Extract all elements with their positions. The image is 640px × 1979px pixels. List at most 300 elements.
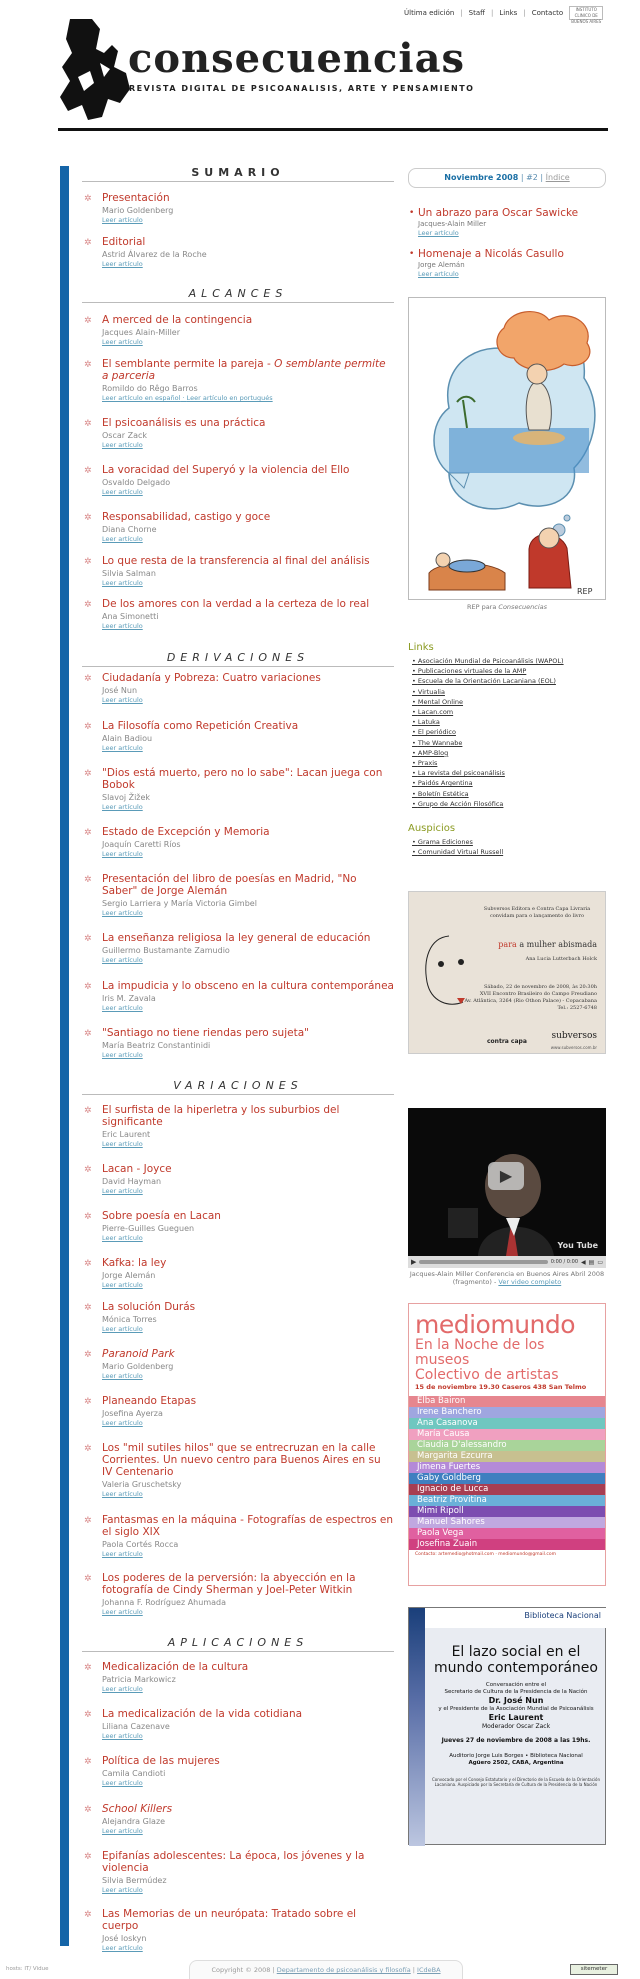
article-item [82, 1661, 394, 1694]
article-author: Josefina Ayerza [102, 1409, 163, 1418]
link-item[interactable]: • Escuela de la Orientación Lacaniana (EOL) [412, 676, 606, 686]
bullet-icon: • [409, 249, 415, 259]
featured-article [408, 248, 606, 278]
article-item [82, 1514, 394, 1559]
bullet-icon: • [409, 208, 415, 218]
bn-header [409, 1608, 607, 1628]
article-item [82, 1708, 394, 1741]
play-control-icon[interactable]: ▶ [411, 1258, 417, 1266]
article-title[interactable]: Lo que resta de la transferencia al final del análisis [102, 555, 370, 567]
artist-row: María Causa [409, 1429, 605, 1440]
bn-n2: Eric Laurent [488, 1713, 544, 1722]
article-author: Johanna F. Rodríguez Ahumada [102, 1598, 226, 1607]
artist-row: Ignacio de Lucca [409, 1484, 605, 1495]
article-author: Guillermo Bustamante Zamudio [102, 946, 230, 955]
flower-bullet-icon: ✲ [84, 982, 92, 992]
read-article-link[interactable]: Leer artículo [102, 744, 143, 752]
footer-icdeba-link[interactable]: ICdeBA [417, 1966, 441, 1974]
section-variaciones: VARIACIONES [82, 1079, 394, 1095]
auspicio-item[interactable]: • Comunidad Virtual Russell [412, 847, 606, 857]
flower-bullet-icon: ✲ [84, 1516, 92, 1526]
flower-bullet-icon: ✲ [84, 769, 92, 779]
mediomundo-line1: En la Noche de los museos [415, 1337, 545, 1368]
cartoon-image [408, 297, 606, 600]
article-item [82, 1803, 394, 1836]
book-ad-title-a: para [498, 940, 517, 949]
link-item[interactable]: • Praxis [412, 758, 606, 768]
flower-bullet-icon: ✲ [84, 1303, 92, 1313]
article-title[interactable]: "Dios está muerto, pero no lo sabe": Lacan juega con Bobok [102, 767, 383, 791]
article-author: Mónica Torres [102, 1315, 157, 1324]
article-item [82, 932, 394, 965]
book-ad-line1: Subversos Editora e Contra Capa Livraria [483, 906, 591, 912]
cartoon-caption-name: Consecuencias [498, 603, 548, 611]
contra-capa-logo: contra capa [487, 1038, 527, 1045]
read-article-link[interactable]: Leer artículo [102, 622, 143, 630]
artist-row: Elba Bairon [409, 1396, 605, 1407]
read-article-link[interactable]: Leer artículo [102, 1944, 143, 1952]
article-item [82, 358, 394, 403]
read-article-link[interactable]: Leer artículo [102, 579, 143, 587]
read-article-link[interactable]: Leer artículo [418, 229, 459, 237]
article-title[interactable]: Presentación del libro de poesías en Madrid, "No Saber" de Jorge Alemán [102, 873, 357, 897]
artist-row: Jimena Fuertes [409, 1462, 605, 1473]
read-article-link[interactable]: Leer artículo [102, 1187, 143, 1195]
article-title[interactable]: Medicalización de la cultura [102, 1661, 249, 1673]
read-article-link[interactable]: Leer artículo [102, 1281, 143, 1289]
article-item [82, 1210, 394, 1243]
section-sumario: SUMARIO [82, 166, 394, 182]
subversos-url: www.subversos.com.br [550, 1045, 597, 1050]
video-controls [408, 1256, 606, 1268]
issue-indicator [408, 168, 606, 188]
svg-text:REP: REP [577, 587, 593, 596]
article-title[interactable]: Epifanías adolescentes: La época, los jóvenes y la violencia [102, 1850, 365, 1874]
article-author: Valeria Gruschetsky [102, 1480, 182, 1489]
top-nav: Última edición | Staff | Links | Contacto INSTITUTO CLINICO DE BUENOS AIRES [404, 6, 603, 20]
mediomundo-ad[interactable] [408, 1303, 606, 1586]
book-ad-title-b: a mulher abismada [519, 940, 597, 949]
article-author: Alain Badiou [102, 734, 153, 743]
article-title[interactable]: A merced de la contingencia [102, 314, 253, 326]
video-full-link[interactable]: Ver video completo [498, 1278, 562, 1286]
article-author: Paola Cortés Rocca [102, 1540, 179, 1549]
read-article-link[interactable]: Leer artículo [102, 803, 143, 811]
book-ad-details [457, 984, 597, 1012]
link-item[interactable]: • Lacan.com [412, 707, 606, 717]
article-item [82, 464, 394, 497]
book-ad-event: XVII Encontro Brasileiro do Campo Freudiano [479, 991, 597, 997]
article-author: Mario Goldenberg [102, 1362, 174, 1371]
artist-row: Margarita Ezcurra [409, 1451, 605, 1462]
seek-bar[interactable] [419, 1260, 547, 1264]
book-ad-title [498, 940, 597, 949]
article-author: Mario Goldenberg [102, 206, 174, 215]
flower-bullet-icon: ✲ [84, 1165, 92, 1175]
article-author: Romildo do Rêgo Barros [102, 384, 198, 393]
article-item [82, 1850, 394, 1895]
cartoon-drawing [409, 298, 607, 601]
article-author: Eric Laurent [102, 1130, 151, 1139]
footer-copyright: Copyright © 2008 | [211, 1966, 277, 1974]
article-item [82, 826, 394, 859]
read-article-link[interactable]: Leer artículo [102, 1779, 143, 1787]
book-ad-header [477, 906, 597, 920]
article-author: Pierre-Guilles Gueguen [102, 1224, 195, 1233]
subversos-logo: subversos [551, 1031, 597, 1041]
article-author: José Nun [102, 686, 138, 695]
footer-dept-link[interactable]: Departamento de psicoanálisis y filosofía [276, 1966, 411, 1974]
artist-row: Paola Vega [409, 1528, 605, 1539]
mediomundo-header [409, 1304, 605, 1392]
article-title[interactable]: La voracidad del Superyó y la violencia del Ello [102, 464, 350, 476]
read-article-link[interactable]: Leer artículo [102, 441, 143, 449]
article-title[interactable]: Política de las mujeres [102, 1755, 220, 1767]
article-title[interactable]: De los amores con la verdad a la certeza de lo real [102, 598, 370, 610]
link-item[interactable]: • Publicaciones virtuales de la AMP [412, 666, 606, 676]
flower-bullet-icon: ✲ [84, 316, 92, 326]
video-time: 0:00 / 0:00 [550, 1259, 579, 1265]
sitemeter-badge[interactable]: sitemeter [570, 1964, 618, 1975]
article-title[interactable]: Kafka: la ley [102, 1257, 167, 1269]
article-item [82, 1257, 394, 1290]
featured-title[interactable]: Homenaje a Nicolás Casullo [418, 248, 564, 260]
video-caption [408, 1270, 606, 1286]
artist-row: Beatriz Provitina [409, 1495, 605, 1506]
article-author: Iris M. Zavala [102, 994, 156, 1003]
article-item [82, 1027, 394, 1060]
flower-bullet-icon: ✲ [84, 194, 92, 204]
article-title[interactable]: Responsabilidad, castigo y goce [102, 511, 271, 523]
flower-bullet-icon: ✲ [84, 1757, 92, 1767]
article-item [82, 1442, 394, 1499]
host-credit: hosts: IT/ Vidue [6, 1966, 49, 1972]
fullscreen-icon[interactable]: ▭ [597, 1258, 603, 1266]
article-author: Oscar Zack [102, 431, 148, 440]
read-article-link[interactable]: Leer artículo [102, 909, 143, 917]
auspicio-item[interactable]: • Grama Ediciones [412, 837, 606, 847]
article-title[interactable]: La enseñanza religiosa la ley general de educación [102, 932, 371, 944]
read-article-link[interactable]: Leer artículo [102, 1419, 143, 1427]
read-spanish-link[interactable]: Leer artículo en español [102, 394, 181, 402]
flower-bullet-icon: ✲ [84, 513, 92, 523]
featured-title[interactable]: Un abrazo para Oscar Sawicke [418, 207, 579, 219]
article-author: Silvia Salman [102, 569, 156, 578]
article-title[interactable]: El psicoanálisis es una práctica [102, 417, 266, 429]
artist-row: Irene Banchero [409, 1407, 605, 1418]
bn-l1: Conversación entre el [485, 1682, 547, 1688]
article-author: Astrid Álvarez de la Roche [102, 250, 207, 259]
flower-bullet-icon: ✲ [84, 722, 92, 732]
link-item[interactable]: • Asociación Mundial de Psicoanálisis (WAPOL) [412, 656, 606, 666]
bn-content [429, 1644, 603, 1787]
footer-sep: | [410, 1966, 418, 1974]
article-title[interactable]: Sobre poesía en Lacan [102, 1210, 221, 1222]
link-item[interactable]: • Mental Online [412, 697, 606, 707]
article-item [82, 1572, 394, 1617]
article-item [82, 873, 394, 918]
artist-row: Josefina Zuain [409, 1539, 605, 1550]
section-derivaciones: DERIVACIONES [82, 651, 394, 667]
article-item [82, 1104, 394, 1149]
bn-l3: y el Presidente de la Asociación Mundial de Psicoanálisis [438, 1706, 594, 1712]
section-aplicaciones: APLICACIONES [82, 1636, 394, 1652]
link-item[interactable]: • Paidós Argentina [412, 778, 606, 788]
article-item [82, 767, 394, 812]
article-item [82, 236, 394, 269]
cartoon-caption-prefix: REP para [466, 603, 499, 611]
featured-article [408, 207, 606, 237]
read-article-link[interactable]: Leer artículo [102, 1490, 143, 1498]
article-author: Camila Candioti [102, 1769, 166, 1778]
article-item [82, 1163, 394, 1196]
read-article-link[interactable]: Leer artículo [102, 216, 143, 224]
issue-sep-2: | [537, 173, 546, 182]
flower-bullet-icon: ✲ [84, 600, 92, 610]
article-title[interactable]: Paranoid Park [102, 1348, 175, 1360]
header-divider [58, 128, 608, 131]
index-link[interactable]: Índice [545, 173, 570, 182]
bn-l2: Secretario de Cultura de la Presidencia de la Nación [444, 1689, 588, 1695]
book-ad-date: Sábado, 22 de novembro de 2008, às 20:30h [483, 984, 597, 990]
bn-inst: Biblioteca Nacional [524, 1611, 601, 1620]
featured-author: Jorge Alemán [418, 261, 465, 269]
flower-bullet-icon: ✲ [84, 1259, 92, 1269]
article-title[interactable]: La impudicia y lo obsceno en la cultura contemporánea [102, 980, 394, 992]
play-button-icon[interactable]: ▶ [488, 1162, 524, 1190]
bn-addr: Agüero 2502, CABA, Argentina [468, 1760, 564, 1766]
flower-bullet-icon: ✲ [84, 419, 92, 429]
article-item [82, 1395, 394, 1428]
article-item [82, 1301, 394, 1334]
flower-bullet-icon: ✲ [84, 1029, 92, 1039]
flower-bullet-icon: ✲ [84, 1805, 92, 1815]
artist-row: Ana Casanova [409, 1418, 605, 1429]
icdeba-logo[interactable]: INSTITUTO CLINICO DE BUENOS AIRES [569, 6, 603, 20]
article-item [82, 555, 394, 588]
read-article-link[interactable]: Leer artículo [102, 1004, 143, 1012]
flower-bullet-icon: ✲ [84, 1852, 92, 1862]
article-title[interactable]: Presentación [102, 192, 170, 204]
article-item [82, 314, 394, 347]
cartoon-caption [408, 603, 606, 611]
article-author: Diana Chorne [102, 525, 157, 534]
article-title[interactable]: La medicalización de la vida cotidiana [102, 1708, 303, 1720]
read-article-link[interactable]: Leer artículo [102, 1372, 143, 1380]
site-title[interactable]: consecuencias [128, 35, 466, 82]
article-title[interactable]: Fantasmas en la máquina - Fotografías de espectros en el siglo XIX [102, 1514, 393, 1538]
book-ad-tel: Tel.: 2527-6748 [557, 1005, 597, 1011]
article-title[interactable]: Los "mil sutiles hilos" que se entrecruzan en la calle Corrientes. Un nuevo centro para Buenos Aires en su IV Centenario [102, 1442, 381, 1478]
article-item [82, 1755, 394, 1788]
book-ad-author: Ana Lucia Lutterbach Holck [525, 956, 597, 962]
article-author: David Hayman [102, 1177, 162, 1186]
links-heading: Links [408, 642, 434, 653]
read-article-link[interactable]: Leer artículo [102, 1732, 143, 1740]
issue-sep: | [518, 173, 527, 182]
mediomundo-line3: 15 de noviembre 19.30 Caseros 438 San Telmo [415, 1383, 587, 1391]
article-author: Sergio Larriera y María Victoria Gimbel [102, 899, 257, 908]
mediomundo-brand: mediomundo [415, 1310, 576, 1339]
flower-bullet-icon: ✲ [84, 1910, 92, 1920]
link-item[interactable]: • Latuka [412, 717, 606, 727]
read-article-link[interactable]: Leer artículo [102, 696, 143, 704]
article-author: Ana Simonetti [102, 612, 159, 621]
read-article-link[interactable]: Leer artículo [102, 1827, 143, 1835]
link-item[interactable]: • El periódico [412, 727, 606, 737]
flower-bullet-icon: ✲ [84, 875, 92, 885]
artist-row: Manuel Sahores [409, 1517, 605, 1528]
youtube-logo[interactable]: You Tube [557, 1241, 598, 1250]
read-article-link[interactable]: Leer artículo [102, 535, 143, 543]
artist-row: Claudia D'alessandro [409, 1440, 605, 1451]
bn-foot: Convocado por el Consejo Estatutario y el Directorio de la Escuela de la Orientación Lacaniana. Auspiciado por la Secretaría de Cultura de la Presidencia de la Nación [431, 1777, 601, 1787]
link-item[interactable]: • Virtualia [412, 687, 606, 697]
read-article-link[interactable]: Leer artículo [102, 956, 143, 964]
book-launch-ad[interactable] [408, 891, 606, 1054]
article-author: Slavoj Žižek [102, 793, 151, 802]
flower-bullet-icon: ✲ [84, 1574, 92, 1584]
article-title[interactable]: La Filosofía como Repetición Creativa [102, 720, 299, 732]
read-article-link[interactable]: Leer artículo [102, 488, 143, 496]
flower-bullet-icon: ✲ [84, 360, 92, 370]
read-article-link[interactable]: Leer artículo [102, 1325, 143, 1333]
auspicios-heading: Auspicios [408, 823, 456, 834]
read-portuguese-link[interactable]: Leer artículo en portugués [186, 394, 273, 402]
link-item[interactable]: • La revista del psicoanálisis [412, 768, 606, 778]
nav-staff[interactable]: Staff [468, 9, 485, 17]
links-list [412, 656, 606, 809]
flower-bullet-icon: ✲ [84, 674, 92, 684]
article-title-text: El semblante permite la pareja - [102, 358, 275, 370]
read-article-link[interactable]: Leer artículo [418, 270, 459, 278]
flower-bullet-icon: ✲ [84, 1397, 92, 1407]
flower-bullet-icon: ✲ [84, 1710, 92, 1720]
issue-month: Noviembre 2008 [444, 173, 519, 182]
article-title[interactable]: School Killers [102, 1803, 173, 1815]
article-title[interactable]: Editorial [102, 236, 146, 248]
flower-bullet-icon: ✲ [84, 1106, 92, 1116]
article-author: Osvaldo Delgado [102, 478, 171, 487]
volume-icon[interactable]: ◀ [581, 1258, 586, 1266]
read-article-link[interactable]: Leer artículo [102, 338, 143, 346]
flower-bullet-icon: ✲ [84, 1212, 92, 1222]
article-title[interactable]: "Santiago no tiene riendas pero sujeta" [102, 1027, 309, 1039]
article-title-italic: O semblante permite a parceria [102, 358, 386, 382]
read-article-link[interactable]: Leer artículo [102, 1234, 143, 1242]
read-article-link[interactable]: Leer artículo [102, 1550, 143, 1558]
article-author: Liliana Cazenave [102, 1722, 170, 1731]
nav-contacto[interactable]: Contacto [531, 9, 564, 17]
read-article-links: Leer artículo en español · Leer artículo en portugués [102, 394, 273, 402]
link-item[interactable]: • Boletín Estética [412, 789, 606, 799]
article-title[interactable]: Estado de Excepción y Memoria [102, 826, 270, 838]
link-item[interactable]: • The Wannabe [412, 738, 606, 748]
article-item [82, 1348, 394, 1381]
bn-title: El lazo social en el mundo contemporáneo [433, 1644, 598, 1676]
featured-author: Jacques-Alain Miller [418, 220, 487, 228]
article-item [82, 1908, 394, 1953]
bn-moderator: Moderador Oscar Zack [481, 1723, 551, 1730]
bn-side-stripe [409, 1608, 425, 1846]
article-author: Joaquín Caretti Ríos [102, 840, 181, 849]
read-article-link[interactable]: Leer artículo [102, 260, 143, 268]
video-frame [408, 1108, 606, 1256]
read-article-link[interactable]: Leer artículo [102, 1685, 143, 1693]
flower-bullet-icon: ✲ [84, 828, 92, 838]
nav-links[interactable]: Links [499, 9, 518, 17]
auspicios-list [412, 837, 606, 857]
artist-list [409, 1396, 605, 1550]
section-alcances: ALCANCES [82, 287, 394, 303]
article-author: María Beatriz Constantinidi [102, 1041, 211, 1050]
article-author: Jacques Alain-Miller [102, 328, 180, 337]
biblioteca-nacional-ad[interactable] [408, 1607, 606, 1845]
article-item [82, 417, 394, 450]
read-article-link[interactable]: Leer artículo [102, 1051, 143, 1059]
article-title[interactable]: Las Memorias de un neurópata: Tratado sobre el cuerpo [102, 1908, 357, 1932]
article-author: Patricia Markowicz [102, 1675, 176, 1684]
bn-date: Jueves 27 de noviembre de 2008 a las 19hs. [441, 1737, 591, 1744]
article-author: Jorge Alemán [102, 1271, 156, 1280]
article-title[interactable] [102, 358, 394, 382]
site-subtitle: REVISTA DIGITAL DE PSICOANALISIS, ARTE Y PENSAMIENTO [129, 84, 475, 93]
video-player[interactable] [408, 1108, 606, 1268]
logo-figure-icon[interactable] [60, 19, 130, 120]
article-author: José Ioskyn [102, 1934, 147, 1943]
article-title[interactable]: La solución Durás [102, 1301, 196, 1313]
link-item[interactable]: • AMP-Blog [412, 748, 606, 758]
article-item [82, 672, 394, 705]
article-item [82, 511, 394, 544]
read-article-link[interactable]: Leer artículo [102, 1608, 143, 1616]
mediomundo-line2: Colectivo de artistas [415, 1367, 559, 1383]
bn-venue: Auditorio Jorge Luis Borges • Biblioteca Nacional [449, 1753, 583, 1759]
mediomundo-contact: Contacto: artemedio@hotmail.com · mediomundo@gmail.com [415, 1552, 556, 1557]
article-title[interactable]: Los poderes de la perversión: la abyección en la fotografía de Cindy Sherman y Joel-Peter Witkin [102, 1572, 356, 1596]
article-item [82, 598, 394, 631]
flower-bullet-icon: ✲ [84, 934, 92, 944]
article-title[interactable]: Lacan - Joyce [102, 1163, 172, 1175]
flower-bullet-icon: ✲ [84, 557, 92, 567]
book-ad-place: Av. Atlântica, 3264 (Rio Othon Palace) - Copacabana [464, 998, 597, 1004]
read-article-link[interactable]: Leer artículo [102, 850, 143, 858]
flower-bullet-icon: ✲ [84, 238, 92, 248]
article-item [82, 980, 394, 1013]
article-item [82, 192, 394, 225]
article-title[interactable]: Planeando Etapas [102, 1395, 197, 1407]
artist-row: Mimi Ripoll [409, 1506, 605, 1517]
article-item [82, 720, 394, 753]
nav-ultima-edicion[interactable]: Última edición [404, 9, 455, 17]
article-author: Silvia Bermúdez [102, 1876, 167, 1885]
article-title[interactable]: Ciudadanía y Pobreza: Cuatro variaciones [102, 672, 321, 684]
book-ad-line2: convidam para o lançamento do livro [489, 913, 585, 919]
footer [189, 1960, 463, 1979]
flower-bullet-icon: ✲ [84, 1350, 92, 1360]
article-title[interactable]: El surfista de la hiperletra y los suburbios del significante [102, 1104, 340, 1128]
video-caption-text: Jacques-Alain Miller Conferencia en Buenos Aires Abril 2008 (fragmento) - [409, 1270, 605, 1286]
flower-bullet-icon: ✲ [84, 466, 92, 476]
article-author: Alejandra Glaze [102, 1817, 166, 1826]
left-accent-bar [60, 166, 69, 1946]
flower-bullet-icon: ✲ [84, 1663, 92, 1673]
bn-n1: Dr. José Nun [488, 1696, 544, 1705]
read-article-link[interactable]: Leer artículo [102, 1886, 143, 1894]
menu-icon[interactable]: ▤ [588, 1258, 595, 1266]
read-article-link[interactable]: Leer artículo [102, 1140, 143, 1148]
link-item[interactable]: • Grupo de Acción Filosófica [412, 799, 606, 809]
